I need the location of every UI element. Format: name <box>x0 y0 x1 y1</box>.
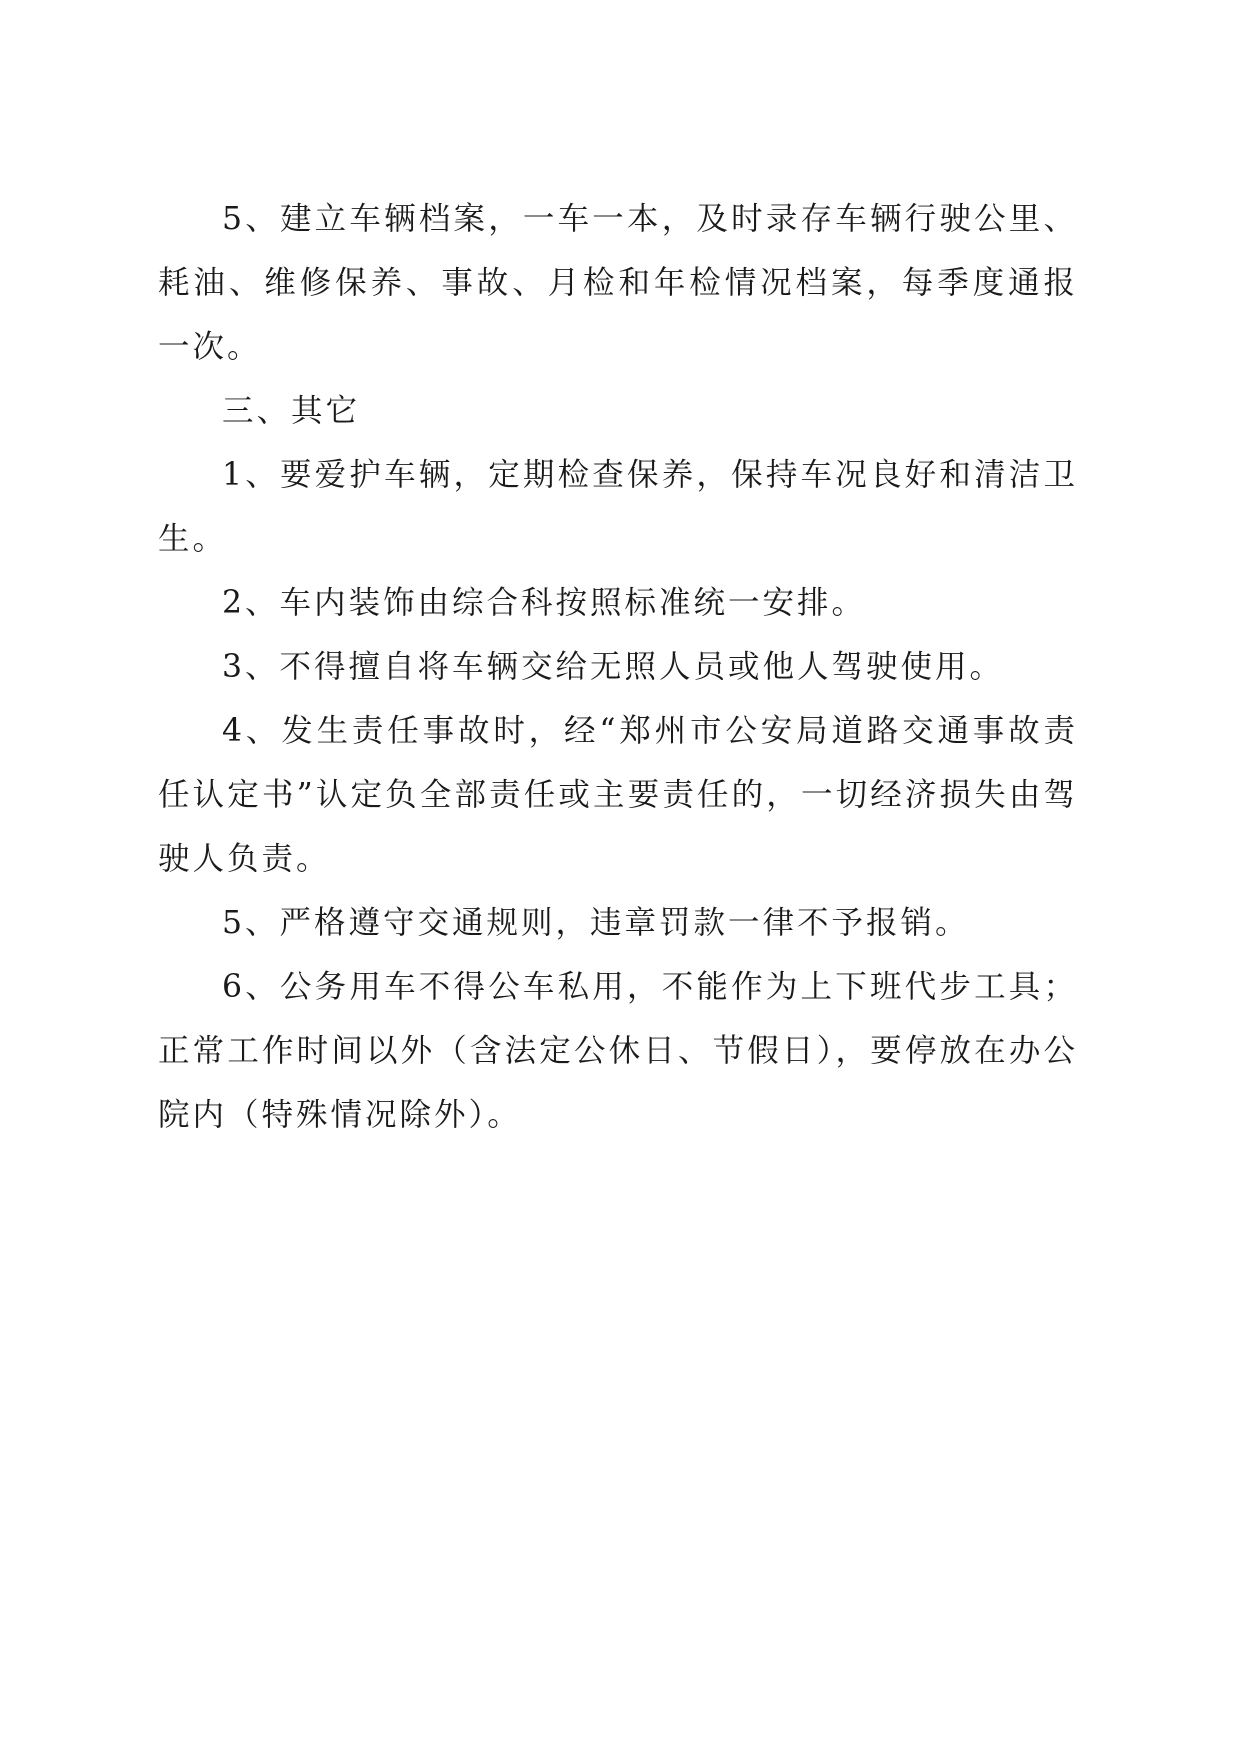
paragraph-vehicle-records: 5、建立车辆档案，一车一本，及时录存车辆行驶公里、耗油、维修保养、事故、月检和年检情况档案，每季度通报一次。 <box>158 201 1078 365</box>
paragraph-official-vehicle-use: 6、公务用车不得公车私用，不能作为上下班代步工具；正常工作时间以外（含法定公休日、节假日），要停放在办公院内（特殊情况除外）。 <box>158 969 1078 1133</box>
paragraph-traffic-rules: 5、严格遵守交通规则，违章罚款一律不予报销。 <box>222 905 970 941</box>
paragraph-unlicensed-drivers: 3、不得擅自将车辆交给无照人员或他人驾驶使用。 <box>222 649 1005 685</box>
paragraph-accident-liability: 4、发生责任事故时，经“郑州市公安局道路交通事故责任认定书”认定负全部责任或主要责任的，一切经济损失由驾驶人负责。 <box>158 713 1078 877</box>
paragraph-vehicle-care: 1、要爱护车辆，定期检查保养，保持车况良好和清洁卫生。 <box>158 457 1078 557</box>
section-heading-other: 三、其它 <box>222 393 361 429</box>
paragraph-interior-decoration: 2、车内装饰由综合科按照标准统一安排。 <box>222 585 867 621</box>
document-body <box>158 187 1078 1147</box>
